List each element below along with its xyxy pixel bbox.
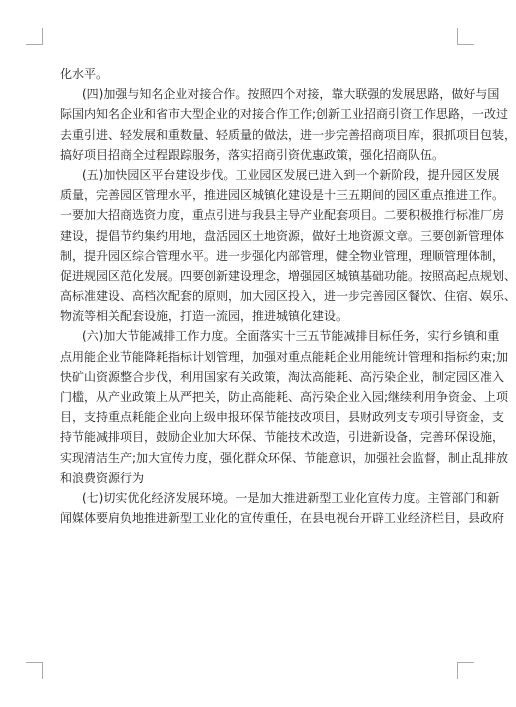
text-line: 目，支持重点耗能企业向上级申报环保节能技改项目，县财政列支专项引导资金，支: [60, 410, 505, 425]
crop-mark-bottom-left: [26, 662, 43, 679]
document-body: [60, 64, 516, 528]
text-line: 和浪费资源行为: [60, 470, 145, 485]
text-line: (六)加大节能减排工作力度。全面落实十三五节能减排目标任务，实行乡镇和重: [82, 329, 500, 344]
text-line: 点用能企业节能降耗指标计划管理，加强对重点能耗企业用能统计管理和指标约束;加: [60, 349, 509, 364]
text-line: (四)加强与知名企业对接合作。按照四个对接，靠大联强的发展思路，做好与国: [82, 87, 500, 102]
text-line: 门槛，从产业政策上从严把关，防止高能耗、高污染企业入园;继续利用争资金、上项: [60, 390, 509, 404]
text-line: 搞好项目招商全过程跟踪服务，落实招商引资优惠政策，强化招商队伍。: [60, 147, 445, 162]
text-line: 建设，提倡节约集约用地，盘活园区土地资源，做好土地资源文章。三要创新管理体: [60, 228, 505, 243]
text-line: 化水平。: [60, 67, 109, 81]
text-line: 制，提升园区综合管理水平。进一步强化内部管理，健全物业管理，理顺管理体制，: [60, 248, 505, 263]
text-line: 促进规园区范化发展。四要创新建设理念，增强园区城镇基础功能。按照高起点规划、: [60, 268, 516, 283]
text-line: 快矿山资源整合步伐，利用国家有关政策，淘汰高能耗、高污染企业，制定园区准入: [60, 369, 505, 384]
text-line: 物流等相关配套设施，打造一流园，推进城镇化建设。: [60, 309, 349, 324]
crop-mark-bottom-right: [457, 662, 474, 679]
text-line: 去重引进、轻发展和重数量、轻质量的做法，进一步完善招商项目库，狠抓项目包装，: [60, 127, 516, 142]
crop-mark-top-left: [26, 28, 43, 45]
text-line: 高标准建设、高档次配套的原则，加大园区投入，进一步完善园区餐饮、住宿、娱乐、: [60, 289, 516, 304]
crop-mark-top-right: [457, 28, 474, 45]
text-line: 质量，完善园区管理水平，推进园区城镇化建设是十三五期间的园区重点推进工作。: [60, 188, 505, 203]
text-line: 一要加大招商选资力度，重点引进与我县主导产业配套项目。二要积极推行标准厂房: [60, 208, 505, 223]
text-line: (五)加快园区平台建设步伐。工业园区发展已进入到一个新阶段，提升园区发展: [82, 167, 500, 182]
text-line: (七)切实优化经济发展环境。一是加大推进新型工业化宣传力度。主管部门和新: [82, 490, 500, 505]
text-line: 持节能减排项目，鼓励企业加大环保、节能技术改造，引进新设备，完善环保设施，: [60, 430, 505, 445]
text-line: 际国内知名企业和省市大型企业的对接合作工作;创新工业招商引资工作思路，一改过: [60, 107, 509, 122]
text-line: 实现清洁生产;加大宣传力度，强化群众环保、节能意识，加强社会监督，制止乱排放: [60, 450, 509, 465]
text-line: 闻媒体要肩负地推进新型工业化的宣传重任，在县电视台开辟工业经济栏目，县政府: [60, 511, 505, 526]
